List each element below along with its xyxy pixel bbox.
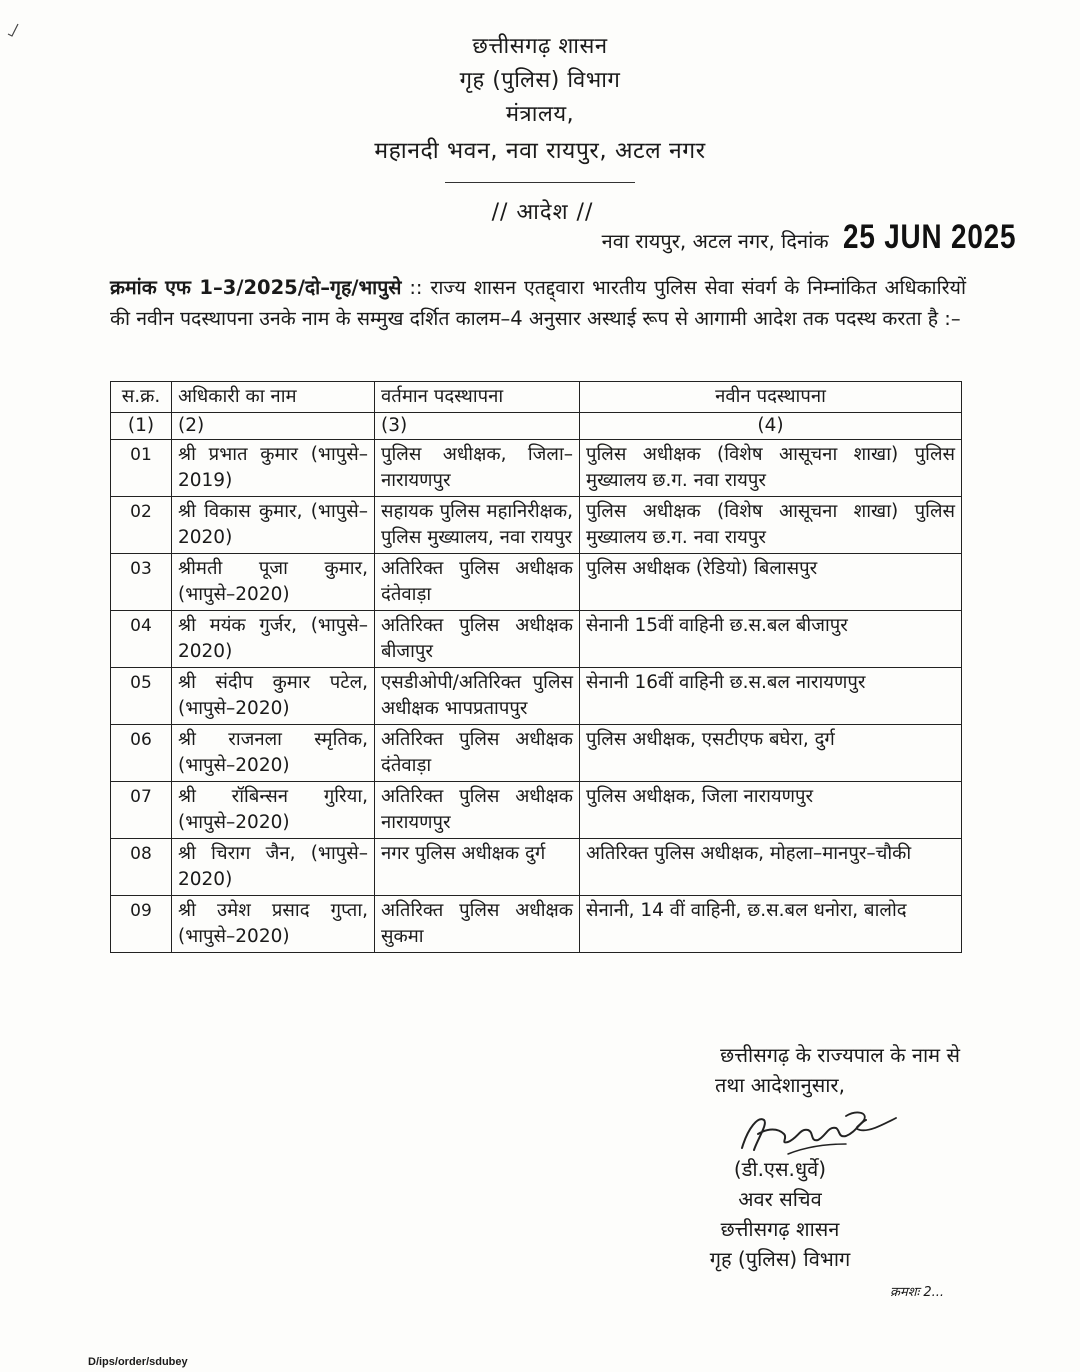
closing-block — [560, 1040, 960, 1100]
new-posting: अतिरिक्त पुलिस अधीक्षक, मोहला–मानपुर–चौकी — [580, 839, 962, 896]
file-path-footer: D/ips/order/sdubey — [88, 1356, 188, 1368]
current-posting: अतिरिक्त पुलिस अधीक्षक बीजापुर — [375, 611, 580, 668]
table-header-row — [111, 382, 962, 413]
header-officer-name: अधिकारी का नाम — [172, 382, 375, 413]
closing-line-order: तथा आदेशानुसार, — [715, 1073, 845, 1097]
new-posting: पुलिस अधीक्षक (रेडियो) बिलासपुर — [580, 554, 962, 611]
header-new-posting: नवीन पदस्थापना — [580, 382, 962, 413]
signatory-designation: अवर सचिव — [738, 1187, 822, 1211]
table-row — [111, 782, 962, 839]
serial-number: 03 — [111, 554, 172, 611]
serial-number: 04 — [111, 611, 172, 668]
table-row — [111, 725, 962, 782]
serial-number: 06 — [111, 725, 172, 782]
dateline-place: नवा रायपुर, अटल नगर, दिनांक — [601, 229, 829, 253]
signatory-office: छत्तीसगढ़ शासन — [720, 1217, 840, 1241]
column-number: (1) — [111, 413, 172, 440]
current-posting: एसडीओपी/अतिरिक्त पुलिस अधीक्षक भापप्रतापपुर — [375, 668, 580, 725]
column-number: (3) — [375, 413, 580, 440]
current-posting: अतिरिक्त पुलिस अधीक्षक नारायणपुर — [375, 782, 580, 839]
letterhead — [0, 30, 1080, 183]
current-posting: अतिरिक्त पुलिस अधीक्षक दंतेवाड़ा — [375, 554, 580, 611]
column-number: (2) — [172, 413, 375, 440]
officer-name: श्री उमेश प्रसाद गुप्ता, (भापुसे–2020) — [172, 896, 375, 953]
header-ministry: मंत्रालय, — [505, 102, 575, 127]
order-reference-number: क्रमांक एफ 1–3/2025/दो–गृह/भापुसे — [110, 276, 402, 299]
order-title: // आदेश // — [491, 200, 594, 225]
table-row — [111, 611, 962, 668]
signatory-name: (डी.एस.धुर्वे) — [733, 1157, 827, 1181]
order-intro-paragraph — [110, 272, 966, 334]
date-stamp: 25 JUN 2025 — [842, 218, 1016, 256]
dateline — [602, 218, 1054, 257]
table-row — [111, 440, 962, 497]
new-posting: पुलिस अधीक्षक (विशेष आसूचना शाखा) पुलिस मुख्यालय छ.ग. नवा रायपुर — [580, 440, 962, 497]
officer-name: श्री चिराग जैन, (भापुसे– 2020) — [172, 839, 375, 896]
officer-name: श्रीमती पूजा कुमार, (भापुसे–2020) — [172, 554, 375, 611]
table-row — [111, 497, 962, 554]
signatory-block — [640, 1154, 920, 1274]
new-posting: सेनानी 15वीं वाहिनी छ.स.बल बीजापुर — [580, 611, 962, 668]
table-row — [111, 896, 962, 953]
current-posting: नगर पुलिस अधीक्षक दुर्ग — [375, 839, 580, 896]
new-posting: पुलिस अधीक्षक (विशेष आसूचना शाखा) पुलिस मुख्यालय छ.ग. नवा रायपुर — [580, 497, 962, 554]
current-posting: सहायक पुलिस महानिरीक्षक, पुलिस मुख्यालय, नवा रायपुर — [375, 497, 580, 554]
continued-marker: क्रमशः 2... — [890, 1285, 945, 1300]
table-row — [111, 839, 962, 896]
current-posting: अतिरिक्त पुलिस अधीक्षक सुकमा — [375, 896, 580, 953]
table-row — [111, 668, 962, 725]
officer-name: श्री संदीप कुमार पटेल, (भापुसे–2020) — [172, 668, 375, 725]
serial-number: 09 — [111, 896, 172, 953]
serial-number: 01 — [111, 440, 172, 497]
officer-name: श्री प्रभात कुमार (भापुसे–2019) — [172, 440, 375, 497]
officer-name: श्री विकास कुमार, (भापुसे– 2020) — [172, 497, 375, 554]
officer-name: श्री रॉबिन्सन गुरिया, (भापुसे–2020) — [172, 782, 375, 839]
signatory-department: गृह (पुलिस) विभाग — [709, 1247, 851, 1271]
new-posting: पुलिस अधीक्षक, जिला नारायणपुर — [580, 782, 962, 839]
officer-name: श्री राजनला स्मृतिक, (भापुसे–2020) — [172, 725, 375, 782]
column-number: (4) — [580, 413, 962, 440]
serial-number: 08 — [111, 839, 172, 896]
serial-number: 05 — [111, 668, 172, 725]
closing-line-governor: छत्तीसगढ़ के राज्यपाल के नाम से — [720, 1043, 960, 1067]
table-row — [111, 554, 962, 611]
new-posting: सेनानी, 14 वीं वाहिनी, छ.स.बल धनोरा, बालोद — [580, 896, 962, 953]
header-serial: स.क्र. — [111, 382, 172, 413]
new-posting: पुलिस अधीक्षक, एसटीएफ बघेरा, दुर्ग — [580, 725, 962, 782]
header-address: महानदी भवन, नवा रायपुर, अटल नगर — [374, 138, 706, 164]
posting-table — [110, 381, 962, 953]
officer-name: श्री मयंक गुर्जर, (भापुसे– 2020) — [172, 611, 375, 668]
column-number-row — [111, 413, 962, 440]
serial-number: 07 — [111, 782, 172, 839]
header-current-posting: वर्तमान पदस्थापना — [375, 382, 580, 413]
header-department: गृह (पुलिस) विभाग — [459, 68, 621, 93]
serial-number: 02 — [111, 497, 172, 554]
new-posting: सेनानी 16वीं वाहिनी छ.स.बल नारायणपुर — [580, 668, 962, 725]
current-posting: अतिरिक्त पुलिस अधीक्षक दंतेवाड़ा — [375, 725, 580, 782]
current-posting: पुलिस अधीक्षक, जिला–नारायणपुर — [375, 440, 580, 497]
order-intro-text: :: राज्य शासन एतद्द्वारा भारतीय पुलिस सेवा संवर्ग के निम्नांकित अधिकारियों की नवीन पदस्थापना उनके नाम के सम्मुख दर्शित कालम–4 अनुसार अस्थाई रूप से आगामी आदेश तक पदस्थ करता है :– — [110, 276, 966, 330]
header-divider — [445, 182, 635, 183]
header-government: छत्तीसगढ़ शासन — [472, 34, 608, 59]
